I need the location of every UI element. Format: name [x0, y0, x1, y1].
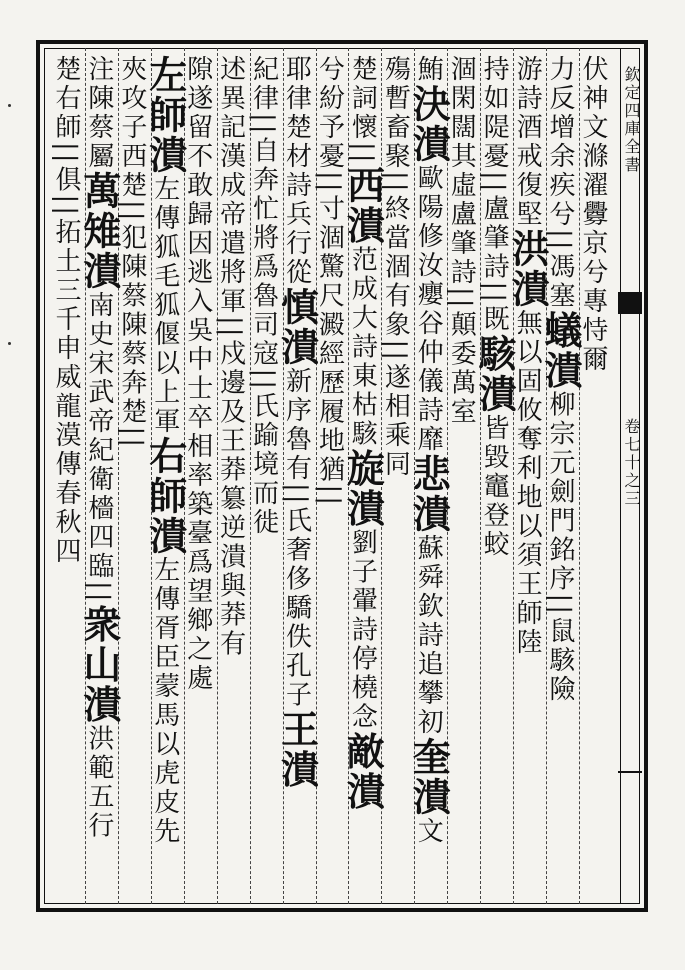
column-text: 柳宗元劍門銘序||鼠駭險: [545, 390, 576, 705]
text-column: [76, 55, 122, 841]
column-text: 南史宋武帝紀衛檣四臨||: [83, 291, 114, 605]
column-text: 劉子翬詩停橈念: [347, 528, 378, 732]
column-text: 隙遂留不敢歸因逃入吳中士卒相率築臺爲望鄉之處: [182, 55, 213, 693]
text-column: [248, 55, 281, 538]
headword: 衆山潰: [76, 604, 122, 725]
column-text: 歐陽修汝癭谷仲儀詩靡: [413, 164, 444, 454]
headword: 悲潰: [406, 454, 452, 534]
headword: 奎潰: [406, 737, 452, 817]
text-column: [50, 55, 83, 567]
headword: 決潰: [406, 84, 452, 164]
text-column: [215, 55, 248, 659]
column-text: 持如隄憂||: [479, 55, 510, 195]
headword: 慎潰: [274, 287, 320, 367]
headword: 左師潰: [142, 55, 188, 175]
headword: 洪潰: [505, 229, 551, 309]
text-column: [314, 55, 347, 509]
column-text: 傳春秋四: [50, 450, 81, 567]
column-text: 楚右師: [50, 55, 81, 142]
column-text: 力反增余疾兮||馮塞: [545, 55, 576, 311]
headword: 王潰: [274, 709, 320, 790]
text-column: [446, 55, 478, 427]
headword: 蟻: [538, 310, 584, 351]
column-text: 殤暫畜聚||終當涸: [380, 55, 411, 282]
text-column: [538, 55, 584, 705]
column-text: 蘇舜欽詩追攀初: [413, 534, 444, 737]
column-text: 文: [413, 817, 444, 846]
fish-tail-mark: [618, 292, 642, 314]
headword: 萬雉潰: [76, 171, 122, 291]
column-text: 述異記漢成帝遣將軍||戍邊及王莽簒逆潰與莽有: [215, 55, 246, 659]
column-text: 經歷履地猶||: [314, 339, 345, 509]
margin-dot: [8, 342, 11, 345]
column-text: 盧肇詩||顛委萬室: [446, 200, 477, 427]
column-text: 盧肇詩||既: [479, 194, 510, 335]
text-column: [274, 55, 320, 790]
text-column: [577, 55, 610, 374]
text-column: [142, 55, 188, 846]
column-text: 左傳狐毛狐偃以上軍: [149, 175, 180, 436]
column-text: 皆毀竈登蛟: [479, 414, 510, 560]
column-text: 無以固攸奪利地以須王師陸: [512, 309, 543, 657]
column-text: 紀律||自奔忙: [248, 55, 279, 224]
text-column: [182, 55, 215, 693]
fish-tail-rule: [618, 771, 642, 773]
headword: 駭潰: [472, 334, 518, 415]
column-text: 范成大詩東枯駭: [347, 245, 378, 449]
text-column: [505, 55, 551, 657]
volume-label: 卷七十之三: [622, 418, 641, 508]
column-text: 耶律楚材詩兵行從: [281, 55, 312, 287]
column-text: 有象||遂相乘: [380, 281, 411, 451]
column-text: 涸閑闊其虛: [446, 55, 477, 200]
column-text: 洪範五行: [83, 724, 114, 841]
headword: 西潰: [340, 165, 386, 246]
headword: 旋潰: [340, 448, 386, 529]
column-text: 同: [380, 450, 411, 480]
headword: 敵潰: [340, 731, 386, 812]
text-column: [116, 55, 149, 451]
headword: 潰: [538, 350, 584, 391]
column-text: ||俱||拓土三千申威龍漠: [50, 142, 81, 451]
text-column: [380, 55, 412, 480]
column-text: ||寸涸驚尺澱: [314, 171, 345, 340]
column-text: 鮪: [413, 55, 444, 84]
column-text: 伏神文滌濯釁京兮專恃爾: [577, 55, 608, 374]
column-text: 新序魯有||氏奢侈驕佚孔子: [281, 367, 312, 710]
headword: 右師潰: [142, 436, 188, 556]
column-text: 兮紛予憂: [314, 55, 345, 171]
column-text: 夾攻子西楚||: [116, 55, 147, 224]
column-text: 將爲魯司寇||氏踰境而徙: [248, 223, 279, 538]
column-text: 左傳胥臣蒙馬以虎皮先: [149, 556, 180, 846]
book-title: 欽定四庫全書: [622, 66, 641, 174]
column-text: 犯陳蔡陳蔡奔楚||: [116, 223, 147, 451]
column-text: 游詩酒戒復堅: [512, 55, 543, 229]
text-column: [472, 55, 518, 560]
text-column: [406, 55, 452, 846]
margin-dot: [8, 104, 11, 107]
text-column: [340, 55, 386, 812]
column-text: 注陳蔡屬: [83, 55, 114, 171]
column-text: 楚詞懷||: [347, 55, 378, 166]
